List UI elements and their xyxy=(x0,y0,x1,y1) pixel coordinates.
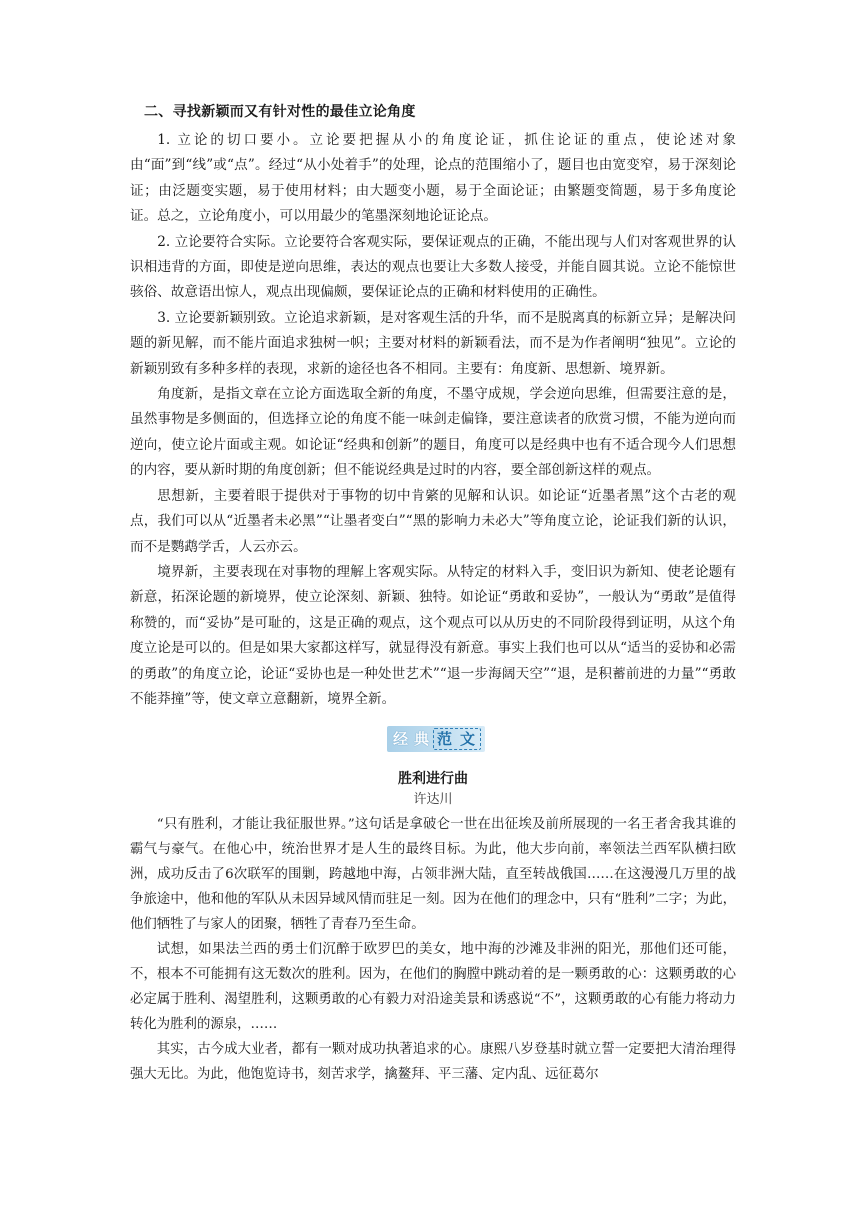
banner-char-4: 文 xyxy=(460,730,476,749)
banner-char-2: 典 xyxy=(414,730,430,749)
essay-paragraph-2: 试想，如果法兰西的勇士们沉醉于欧罗巴的美女，地中海的沙滩及非洲的阳光，那他们还可能，不，根本不可能拥有这无数次的胜利。因为，在他们的胸膛中跳动着的是一颗勇敢的心：这颗勇敢的心必定属于胜利、渴望胜利，这颗勇敢的心有毅力对沿途美景和诱惑说“不”，这颗勇敢的心有能力将动力转化为胜利的源泉，…… xyxy=(130,942,736,1033)
banner-char-3: 范 xyxy=(437,730,453,749)
paragraph-angle-new: 角度新，是指文章在立论方面选取全新的角度，不墨守成规，学会逆向思维，但需要注意的是，虽然事物是多侧面的，但选择立论的角度不能一味剑走偏锋，要注意读者的欣赏习惯，不能为逆向而逆向，使立论片面或主观。如论证“经典和创新”的题目，角度可以是经典中也有不适合现今人们思想的内容，要从新时期的角度创新；但不能说经典是过时的内容，要全部创新这样的观点。 xyxy=(130,386,736,479)
paragraph-novel: 3. 立论要新颖别致。立论追求新颖，是对客观生活的升华，而不是脱离真的标新立异；是解决问题的新见解，而不能片面追求独树一帜；主要对材料的新颖看法，而不是为作者阐明“独见”。立论的新颖别致有多种多样的表现，求新的途径也各不相同。主要有：角度新、思想新、境界新。 xyxy=(130,309,736,377)
paragraph-thought-new: 思想新，主要着眼于提供对于事物的切中肯綮的见解和认识。如论证“近墨者黑”这个古老的观点，我们可以从“近墨者未必黑”“让墨者变白”“黑的影响力未必大”等角度立论，论证我们新的认识，而不是鹦鹉学舌，人云亦云。 xyxy=(130,487,736,555)
section-heading: 二、寻找新颖而又有针对性的最佳立论角度 xyxy=(144,104,416,120)
essay-paragraph-3: 其实，古今成大业者，都有一颗对成功执著追求的心。康熙八岁登基时就立誓一定要把大清治理得强大无比。为此，他饱览诗书，刻苦求学，擒鳌拜、平三藩、定内乱、远征葛尔 xyxy=(130,1042,736,1083)
paragraph-cut-small: 1. 立论的切口要小。立论要把握从小的角度论证，抓住论证的重点，使论述对象由“面”到“线”或“点”。经过“从小处着手”的处理，论点的范围缩小了，题目也由宽变窄，易于深刻论证；由泛题变实题，易于使用材料；由大题变小题，易于全面论证；由繁题变简题，易于多角度论证。总之，立论角度小，可以用最少的笔墨深刻地论证论点。 xyxy=(130,132,736,225)
paragraph-fit-reality: 2. 立论要符合实际。立论要符合客观实际，要保证观点的正确，不能出现与人们对客观世界的认识相违背的方面，即使是逆向思维，表达的观点也要让大多数人接受，并能自圆其说。立论不能惊世骇俗、故意语出惊人，观点出现偏颇，要保证论点的正确和材料使用的正确性。 xyxy=(130,233,736,301)
banner-char-1: 经 xyxy=(393,730,409,749)
document-page xyxy=(130,100,736,1087)
classic-essay-banner xyxy=(387,726,485,752)
essay-paragraph-1: “只有胜利，才能让我征服世界。”这句话是拿破仑一世在出征埃及前所展现的一名王者舍我其谁的霸气与豪气。在他心中，统治世界才是人生的最终目标。为此，他大步向前，率领法兰西军队横扫欧洲，成功反击了6次联军的围剿，跨越地中海，占领非洲大陆，直至转战俄国……在这漫漫几万里的战争旅途中，他和他的军队从未因异域风情而驻足一刻。因为在他们的理念中，只有“胜利”二字；为此，他们牺牲了与家人的团聚，牺牲了青春乃至生命。 xyxy=(130,817,736,933)
essay-title: 胜利进行曲 xyxy=(398,771,468,788)
essay-author: 许达川 xyxy=(413,792,453,808)
classic-essay-banner-row xyxy=(130,718,736,762)
paragraph-realm-new: 境界新，主要表现在对事物的理解上客观实际。从特定的材料入手，变旧识为新知、使老论题有新意，拓深论题的新境界，使立论深刻、新颖、独特。如论证“勇敢和妥协”，一般认为“勇敢”是值得称赞的，而“妥协”是可耻的，这是正确的观点，这个观点可以从历史的不同阶段得到证明，从这个角度立论是可以的。但是如果大家都这样写，就显得没有新意。事实上我们也可以从“适当的妥协和必需的勇敢”的角度立论，论证“妥协也是一种处世艺术”“退一步海阔天空”“退，是积蓄前进的力量”“勇敢不能莽撞”等，使文章立意翻新，境界全新。 xyxy=(130,563,736,707)
